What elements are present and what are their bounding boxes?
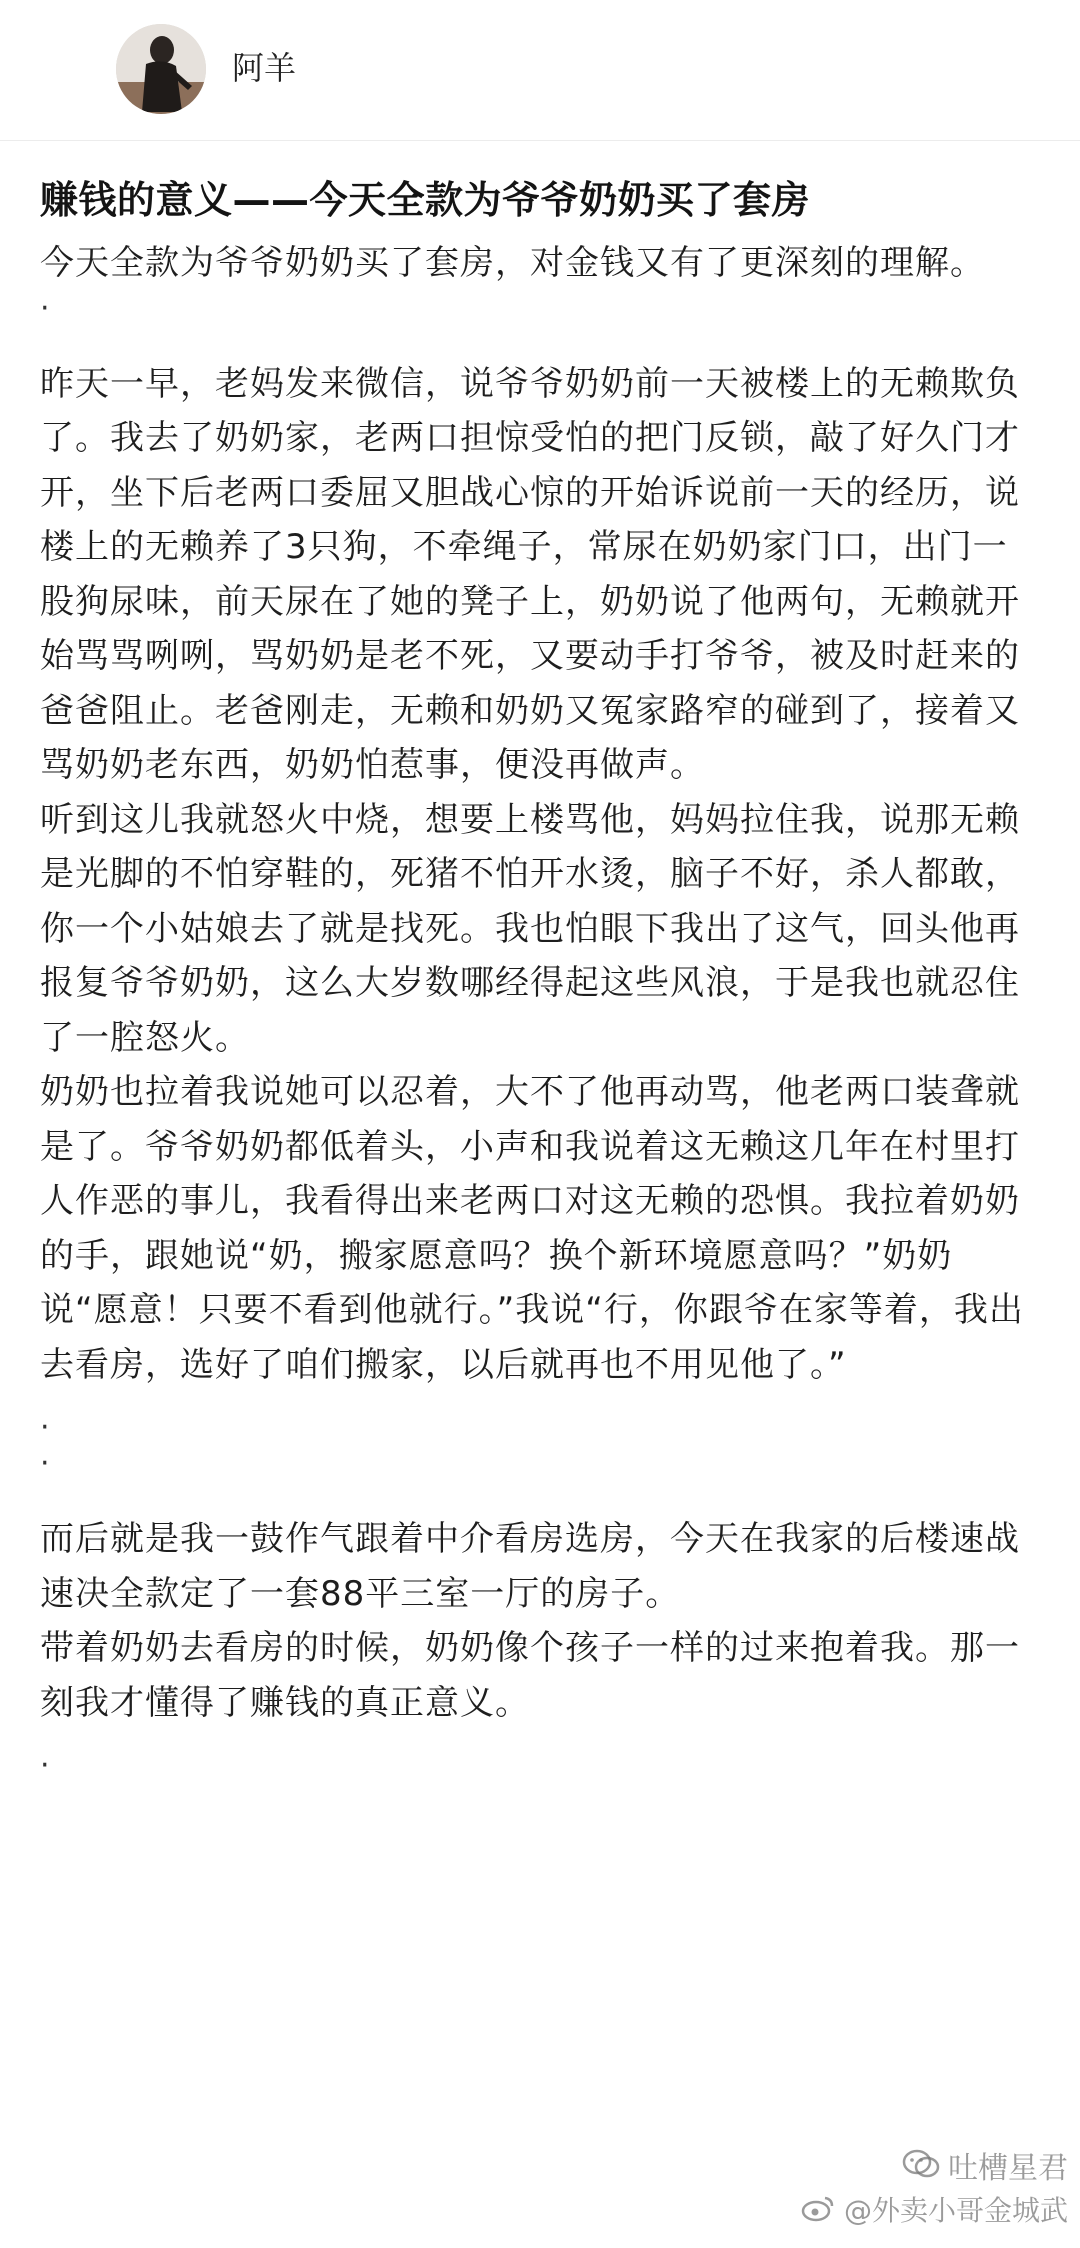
paragraph-story: 昨天一早，老妈发来微信，说爷爷奶奶前一天被楼上的无赖欺负了。我去了奶奶家，老两口担惊受怕的把门反锁，敲了好久门才开，坐下后老两口委屈又胆战心惊的开始诉说前一天的经历，说楼上的无赖养了3只狗，不牵绳子，常尿在奶奶家门口，出门一股狗尿味，前天尿在了她的凳子上，奶奶说了他两句，无赖就开始骂骂咧咧，骂奶奶是老不死，又要动手打爷爷，被及时赶来的爸爸阻止。老爸刚走，无赖和奶奶又冤家路窄的碰到了，接着又骂奶奶老东西，奶奶怕惹事，便没再做声。 [40, 363, 1020, 785]
username[interactable]: 阿羊 [232, 49, 297, 87]
wechat-icon [902, 2149, 940, 2188]
post-header [0, 0, 1080, 141]
post-title: 赚钱的意义——今天全款为爷爷奶奶买了套房 [40, 178, 811, 222]
paragraph-meaning: 带着奶奶去看房的时候，奶奶像个孩子一样的过来抱着我。那一刻我才懂得了赚钱的真正意义。 [40, 1628, 1020, 1723]
separator-dot: · [40, 1748, 50, 1783]
separator-dot: · [40, 1410, 50, 1445]
watermark-account: 吐槽星君 [948, 2150, 1068, 2186]
paragraph-anger: 听到这儿我就怒火中烧，想要上楼骂他，妈妈拉住我，说那无赖是光脚的不怕穿鞋的，死猪不怕开水烫，脑子不好，杀人都敢，你一个小姑娘去了就是找死。我也怕眼下我出了这气，回头他再报复爷爷奶奶，这么大岁数哪经得起这些风浪，于是我也就忍住了一腔怒火。 [40, 799, 1020, 1058]
watermark-handle: @外卖小哥金城武 [843, 2194, 1068, 2227]
paragraph-grandma: 奶奶也拉着我说她可以忍着，大不了他再动骂，他老两口装聋就是了。爷爷奶奶都低着头，小声和我说着这无赖这几年在村里打人作恶的事儿，我看得出来老两口对这无赖的恐惧。我拉着奶奶的手，跟她说“奶，搬家愿意吗？换个新环境愿意吗？”奶奶说“愿意！只要不看到他就行。”我说“行，你跟爷在家等着，我出去看房，选好了咱们搬家，以后就再也不用见他了。” [40, 1072, 1024, 1385]
paragraph-buy-house: 而后就是我一鼓作气跟着中介看房选房，今天在我家的后楼速战速决全款定了一套88平三室一厅的房子。 [40, 1519, 1020, 1614]
post-content [40, 172, 1040, 1784]
separator-dot: · [40, 290, 50, 326]
separator-dot: · [40, 1446, 50, 1481]
avatar[interactable] [116, 24, 206, 114]
weibo-icon [801, 2194, 835, 2230]
paragraph-intro: 今天全款为爷爷奶奶买了套房，对金钱又有了更深刻的理解。 [40, 243, 985, 283]
avatar-image [116, 24, 206, 114]
watermark [801, 2149, 1068, 2230]
